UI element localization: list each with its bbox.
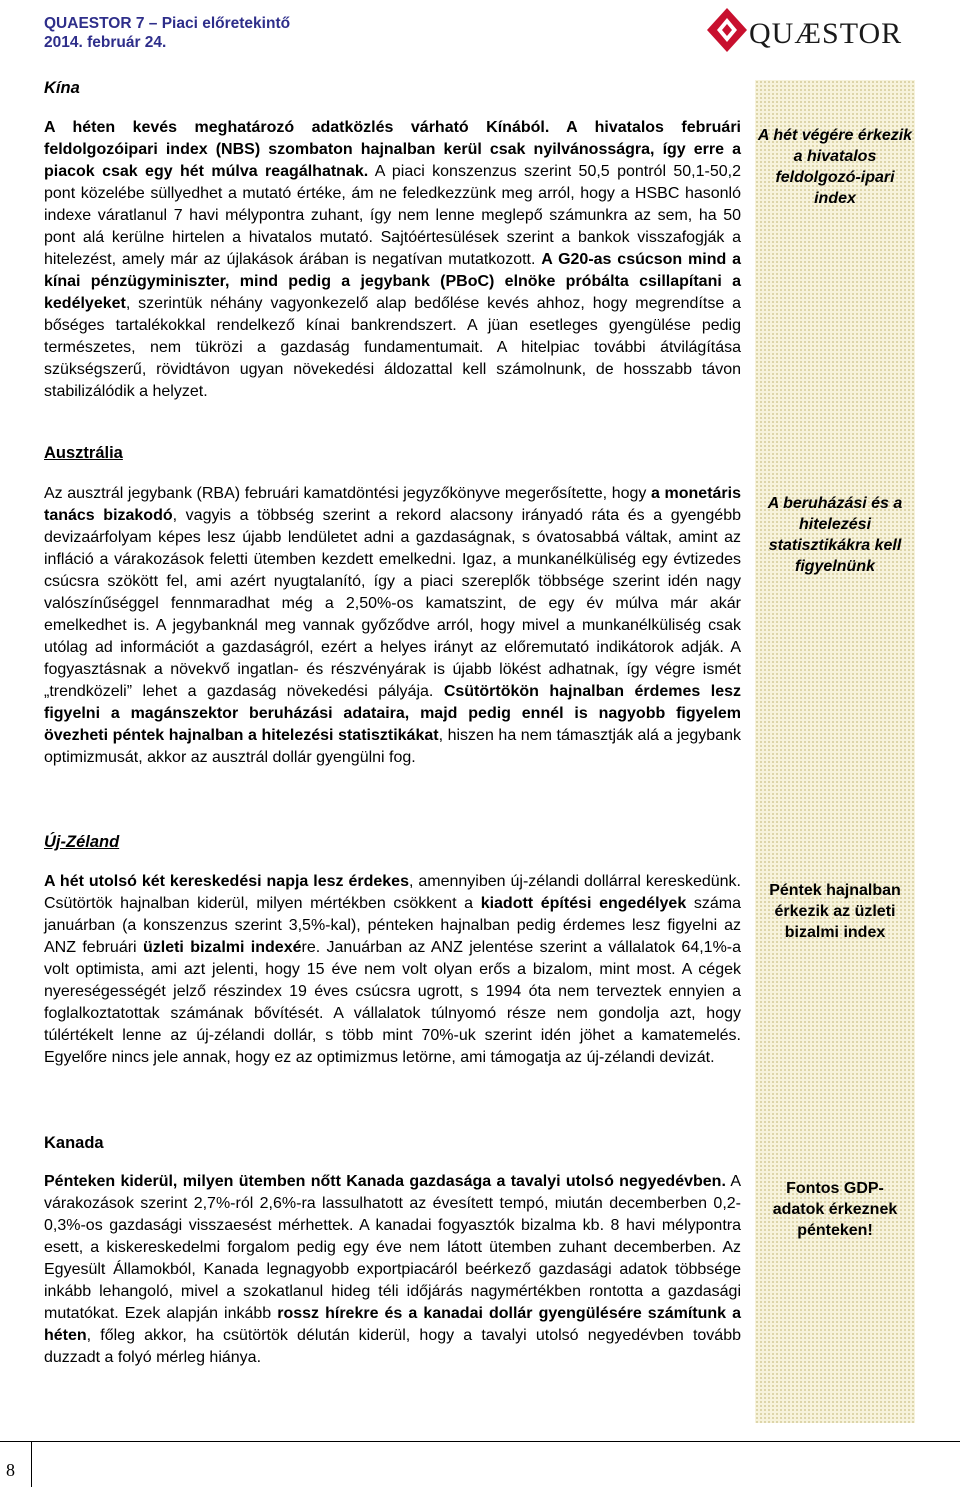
nz-bold-3: üzleti bizalmi indexé: [142, 939, 302, 956]
section-body-australia: [44, 483, 741, 769]
side-note-canada: Fontos GDP-adatok érkeznek pénteken!: [772, 1180, 898, 1239]
australia-bold-2: Csütörtökön hajnalban érdemes lesz figyelni a magánszektor beruházási adataira, majd pedig ennél is nagyobb figyelem övezheti péntek hajnalban a hitelezési statisztikákat: [44, 683, 742, 744]
footer-rule: [0, 1441, 960, 1442]
footer-divider: [31, 1441, 32, 1487]
section-title-new-zealand: Új-Zéland: [44, 833, 120, 851]
page-number: 8: [6, 1460, 15, 1480]
nz-bold-1: A hét utolsó két kereskedési napja lesz érdekes: [44, 873, 409, 890]
side-note-australia: A beruházási és a hitelezési statisztikákra kell figyelnünk: [767, 495, 903, 575]
nz-text-1: , amennyiben új-zélandi dollárral kereskedünk. Csütörtök hajnalban kiderül, milyen mértékben csökkent a: [44, 873, 741, 912]
section-title-canada: Kanada: [44, 1134, 104, 1152]
logo-diamond-icon: [705, 6, 749, 54]
australia-text-2: , vagyis a többség szerint a rekord alacsony irányadó ráta és a gyengébb devizaárfolyam képes lesz újabb lendületet adni a gazdaságnak, s óvatosabbá váltak, amint az infláció a várakozások feletti ütemben kezdett emelkedni. Igaz, a munkanélküliség egy évtizedes csúcsra szökött fel, ami azért nyugtalanító, így a piaci szereplők többsége szerint idén nagy valószínűséggel fennmaradhat még a 2,50%-os kamatszint, de egy év múlva már akár emelkedhet is. A jegybanknál meg vannak győződve arról, hogy mivel a munkanélküliség csak utólag ad információt a gazdaságról, ezért a helyes irányt az előremutató indikátorok adják. A fogyasztásnak a növekvő ingatlan- és részvényárak is újabb lökést adhatnak, így végre ismét „trendközeli” lehet a gazdaság növekedési pályája.: [44, 507, 742, 700]
australia-bold-1: a monetáris tanács bizakodó: [44, 485, 741, 524]
report-title: QUAESTOR 7 – Piaci előretekintő: [44, 15, 291, 32]
section-title-australia: Ausztrália: [44, 444, 123, 462]
section-body-china: [44, 117, 741, 403]
report-header: [44, 14, 290, 52]
report-date: 2014. február 24.: [44, 34, 167, 51]
section-body-canada: [44, 1171, 741, 1369]
canada-text-2: , főleg akkor, ha csütörtök délután kiderül, hogy a tavalyi utolsó negyedévben tovább duzzadt a folyó mérleg hiánya.: [44, 1327, 741, 1366]
side-note-new-zealand: Péntek hajnalban érkezik az üzleti bizalmi index: [769, 882, 901, 941]
canada-text-1: A várakozások szerint 2,7%-ról 2,6%-ra lassulhatott az évesített tempó, miután decemberben 0,2-0,3%-os gazdasági visszaesést mérhettek. A kanadai fogyasztók bizalma kb. 8 havi mélypontra esett, a kiskereskedelmi forgalom pedig egy éve nem látott ütemben zuhant decemberben. Az Egyesült Államokból, Kanada legnagyobb exportpiacáról beérkező gazdasági adatok többsége inkább lehangoló, mivel a szokatlanul hideg téli időjárás nagymértékben rontotta a gazdasági mutatókat. Ezek alapján inkább: [44, 1173, 742, 1322]
canada-bold-1: Pénteken kiderül, milyen ütemben nőtt Kanada gazdasága a tavalyi utolsó negyedévben.: [44, 1173, 726, 1190]
china-text-2: , szerintük néhány vagyonkezelő alap bedőlése kevés ahhoz, hogy megrendítse a bőséges tartalékokkal rendelkező kínai bankrendszert. A jüan esetleges gyengülése pedig természetes, nem tükrözi a gazdaság fundamentumait. A hitelpiac további átvilágítása szükségszerű, rövidtávon ugyan növekedési áldozattal kell számolnunk, de hosszabb távon stabilizálódik a helyzet.: [44, 295, 741, 400]
nz-text-3: re. Januárban az ANZ jelentése szerint a vállalatok 64,1%-a volt optimista, ami azt jelenti, hogy 15 éve nem volt olyan erős a bizalom, mint most. A cégek nyereségességét jelző részindex 19 éves csúcsra ugrott, s 1994 óta nem terveztek ennyien a foglalkoztatottak számának bővítését. A vállalatok túlnyomó része nem gondolja azt, hogy túlértékelt lenne az új-zélandi dollár, s több mint 70%-uk szerint idén jöhet a kamatemelés. Egyelőre nincs jele annak, hogy ez az optimizmus letörne, ami támogatja az új-zélandi devizát.: [44, 939, 742, 1066]
quaestor-logo: [705, 6, 905, 58]
australia-text-3: , hiszen ha nem támasztják alá a jegybank optimizmusát, akkor az ausztrál dollár gyengülni fog.: [44, 727, 741, 766]
australia-text-1: Az ausztrál jegybank (RBA) februári kamatdöntési jegyzőkönyve megerősítette, hogy: [44, 485, 652, 502]
section-body-new-zealand: [44, 871, 741, 1069]
nz-bold-2: kiadott építési engedélyek: [480, 895, 687, 912]
china-text-1: A piaci konszenzus szerint 50,5 pontról 50,1-50,2 pont közelébe süllyedhet a mutató értéke, ám ne feledkezzünk meg arról, hogy a HSBC hasonló indexe váratlanul 7 havi mélypontra zuhant, így nem lenne meglepő számunkra az sem, ha 50 pont alá kerülne hirtelen a hivatalos mutató. Sajtóértesülések szerint a bankok visszafogják a hitelezést, amely már az újlakások árában is negatívan mutatkozott.: [44, 163, 741, 268]
nz-text-2: száma januárban (a konszenzus szerint 3,5%-kal), pénteken hajnalban pedig érdemes lesz figyelni az ANZ februári: [44, 895, 741, 956]
china-lead-bold: A héten kevés meghatározó adatközlés várható Kínából. A hivatalos februári feldolgozóipari index (NBS) szombaton hajnalban kerül csak nyilvánosságra, így erre a piacok csak egy hét múlva reagálhatnak.: [44, 119, 741, 180]
section-title-china: Kína: [44, 79, 80, 97]
side-note-china: A hét végére érkezik a hivatalos feldolgozó-ipari index: [757, 127, 913, 207]
china-g20-bold: A G20-as csúcson mind a kínai pénzügyminiszter, mind pedig a jegybank (PBoC) elnöke próbálta csillapítani a kedélyeket: [44, 251, 742, 312]
logo-wordmark: QUÆSTOR: [749, 17, 903, 50]
canada-bold-2: rossz hírekre és a kanadai dollár gyengülésére számítunk a héten: [44, 1305, 741, 1344]
